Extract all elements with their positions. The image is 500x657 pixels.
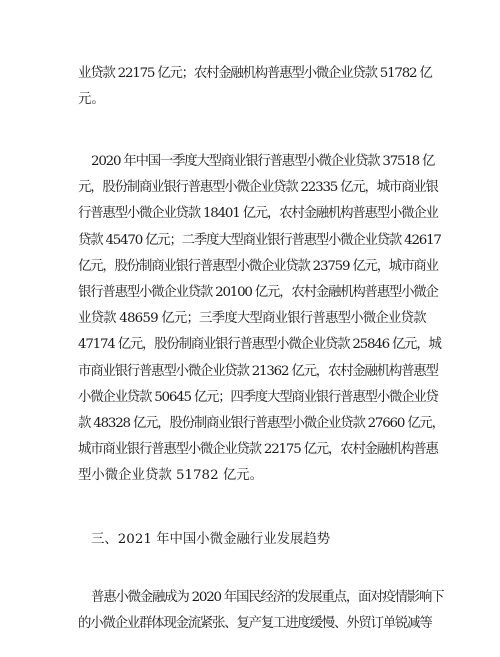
text-line: 款 48328 亿元，股份制商业银行普惠型小微企业贷款 27660 亿元，	[78, 415, 444, 431]
heading-text: 三、2021 年中国小微金融行业发展趋势	[91, 532, 331, 547]
paragraph-quarterly-loans	[78, 149, 444, 489]
text-line: 47174 亿元，股份制商业银行普惠型小微企业贷款 25846 亿元，城	[78, 337, 441, 353]
text-line: 业贷款 48659 亿元；三季度大型商业银行普惠型小微企业贷款	[78, 311, 426, 327]
text-line: 2020 年中国一季度大型商业银行普惠型小微企业贷款 37518 亿	[91, 154, 435, 169]
paragraph-continued	[78, 61, 432, 113]
text-line: 元，股份制商业银行普惠型小微企业贷款 22335 亿元，城市商业银	[78, 180, 438, 196]
text-line: 贷款 45470 亿元；二季度大型商业银行普惠型小微企业贷款 42617	[78, 232, 441, 248]
text-line: 银行普惠型小微企业贷款 20100 亿元，农村金融机构普惠型小微企	[78, 284, 438, 300]
section-heading	[78, 527, 428, 553]
text-line: 的小微企业群体现金流紧张、复产复工进度缓慢、外贸订单锐减等	[78, 616, 432, 632]
text-line: 亿元，股份制商业银行普惠型小微企业贷款 23759 亿元，城市商业	[78, 258, 438, 274]
text-line: 城市商业银行普惠型小微企业贷款 22175 亿元，农村金融机构普惠	[78, 442, 438, 458]
text-line: 业贷款 22175 亿元；农村金融机构普惠型小微企业贷款 51782 亿	[78, 66, 432, 81]
paragraph-trends	[78, 585, 444, 637]
text-line: 行普惠型小微企业贷款 18401 亿元，农村金融机构普惠型小微企业	[78, 206, 438, 222]
text-line: 市商业银行普惠型小微企业贷款 21362 亿元，农村金融机构普惠型	[78, 363, 438, 379]
text-line: 元。	[78, 92, 105, 108]
text-line: 型小微企业贷款 51782 亿元。	[78, 468, 264, 484]
text-line: 小微企业贷款 50645 亿元；四季度大型商业银行普惠型小微企业贷	[78, 389, 438, 405]
text-line: 普惠小微金融成为 2020 年国民经济的发展重点，面对疫情影响下	[91, 590, 444, 605]
